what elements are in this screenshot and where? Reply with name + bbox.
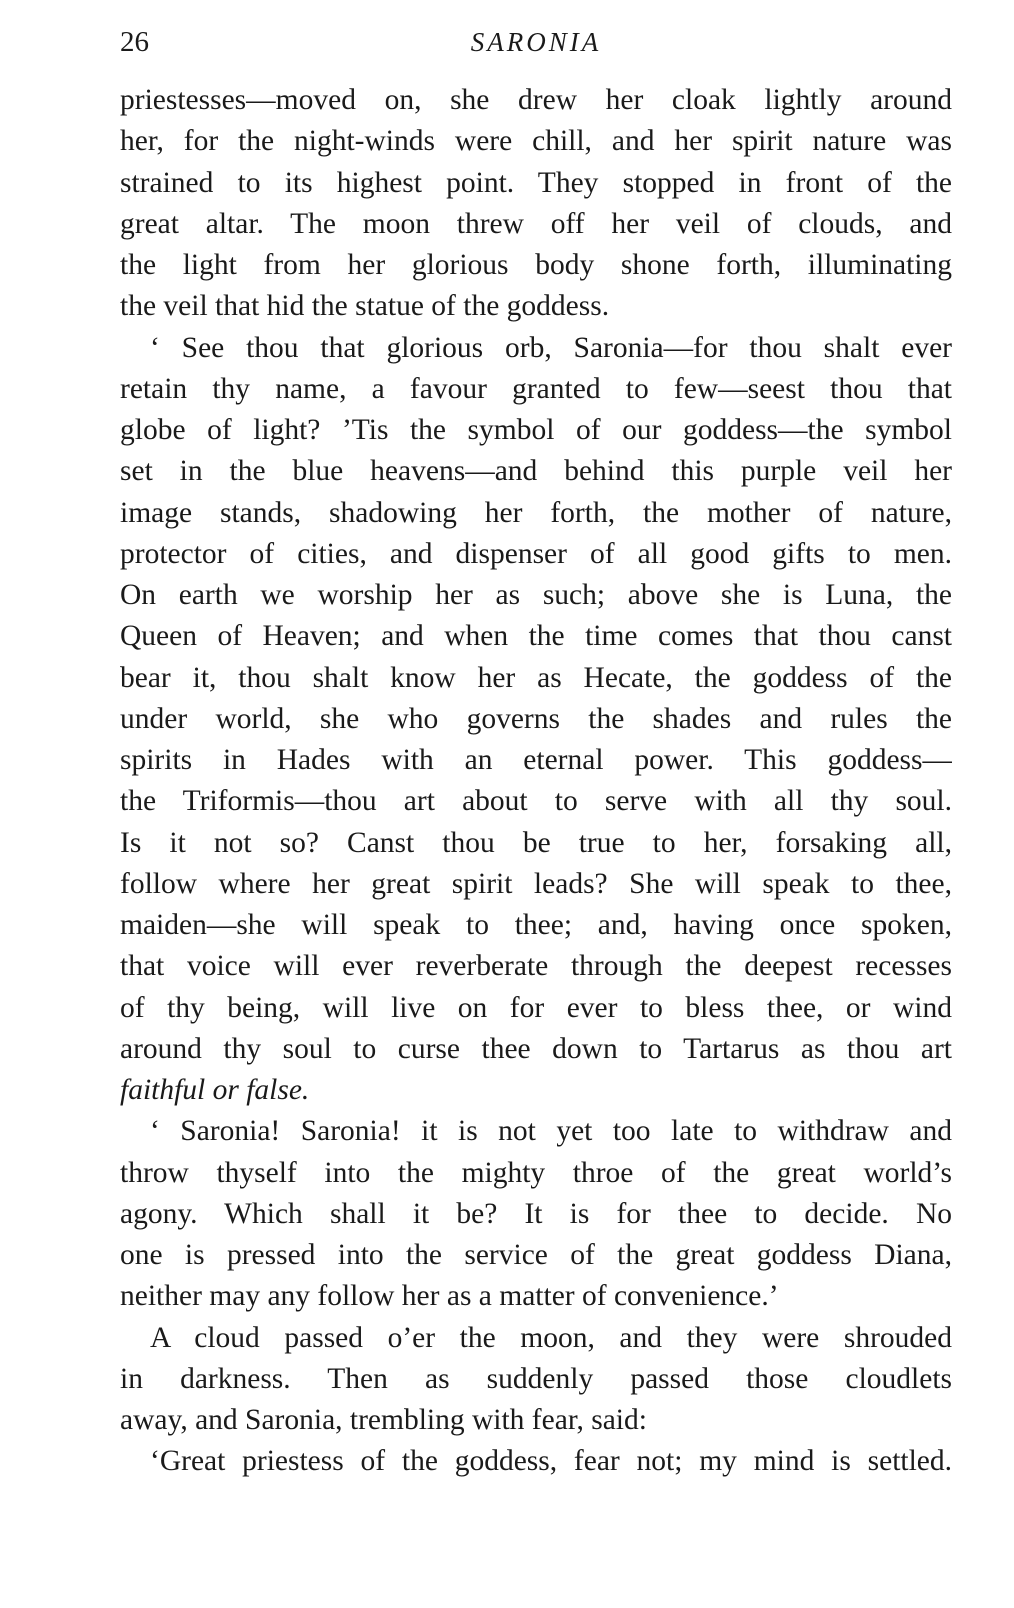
text-line: the Triformis—thou art about to serve with all thy soul.: [120, 785, 952, 818]
text-line: ‘Great priestess of the goddess, fear not; my mind is settled.: [150, 1445, 952, 1478]
text-line: On earth we worship her as such; above she is Luna, the: [120, 579, 952, 611]
text-line: protector of cities, and dispenser of all good gifts to men.: [120, 537, 952, 570]
text-line: globe of light? ’Tis the symbol of our goddess—the symbol: [120, 414, 952, 446]
text-line: of thy being, will live on for ever to bless thee, or wind: [120, 991, 952, 1024]
text-line: that voice will ever reverberate through the deepest recesses: [120, 950, 952, 983]
body-text: [120, 80, 952, 1483]
running-title: SARONIA: [470, 27, 602, 57]
text-line: the veil that hid the statue of the goddess.: [120, 290, 610, 323]
page-number: 26: [120, 26, 149, 58]
text-line: faithful or false.: [120, 1074, 310, 1106]
running-head: [120, 22, 952, 62]
text-line: neither may any follow her as a matter of convenience.’: [120, 1280, 779, 1313]
text-line: under world, she who governs the shades and rules the: [120, 702, 952, 735]
text-line: spirits in Hades with an eternal power. This goddess—: [120, 744, 952, 776]
text-line: one is pressed into the service of the great goddess Diana,: [120, 1239, 952, 1271]
text-line: ‘ Saronia! Saronia! it is not yet too late to withdraw and: [150, 1115, 952, 1148]
text-line: Is it not so? Canst thou be true to her, forsaking all,: [120, 826, 952, 859]
text-line: the light from her glorious body shone forth, illuminating: [120, 249, 952, 281]
text-line: maiden—she will speak to thee; and, having once spoken,: [120, 909, 952, 941]
text-line: strained to its highest point. They stopped in front of the: [120, 166, 952, 199]
text-line: around thy soul to curse thee down to Tartarus as thou art: [120, 1032, 952, 1065]
text-line: Queen of Heaven; and when the time comes that thou canst: [120, 620, 952, 653]
text-line: retain thy name, a favour granted to few—seest thou that: [120, 372, 952, 405]
text-line: ‘ See thou that glorious orb, Saronia—for thou shalt ever: [150, 331, 952, 364]
text-line: her, for the night-winds were chill, and her spirit nature was: [120, 125, 952, 158]
text-line: throw thyself into the mighty throe of the great world’s: [120, 1156, 952, 1189]
text-line: bear it, thou shalt know her as Hecate, the goddess of the: [120, 661, 952, 694]
text-line: in darkness. Then as suddenly passed those cloudlets: [120, 1362, 952, 1395]
text-line: great altar. The moon threw off her veil of clouds, and: [120, 207, 952, 240]
text-line: away, and Saronia, trembling with fear, said:: [120, 1404, 647, 1436]
text-line: A cloud passed o’er the moon, and they were shrouded: [150, 1321, 952, 1354]
text-line: follow where her great spirit leads? She will speak to thee,: [120, 867, 952, 900]
text-line: set in the blue heavens—and behind this purple veil her: [120, 455, 952, 488]
text-line: agony. Which shall it be? It is for thee to decide. No: [120, 1197, 952, 1230]
text-line: image stands, shadowing her forth, the mother of nature,: [120, 496, 952, 529]
text-line: priestesses—moved on, she drew her cloak lightly around: [120, 84, 952, 116]
